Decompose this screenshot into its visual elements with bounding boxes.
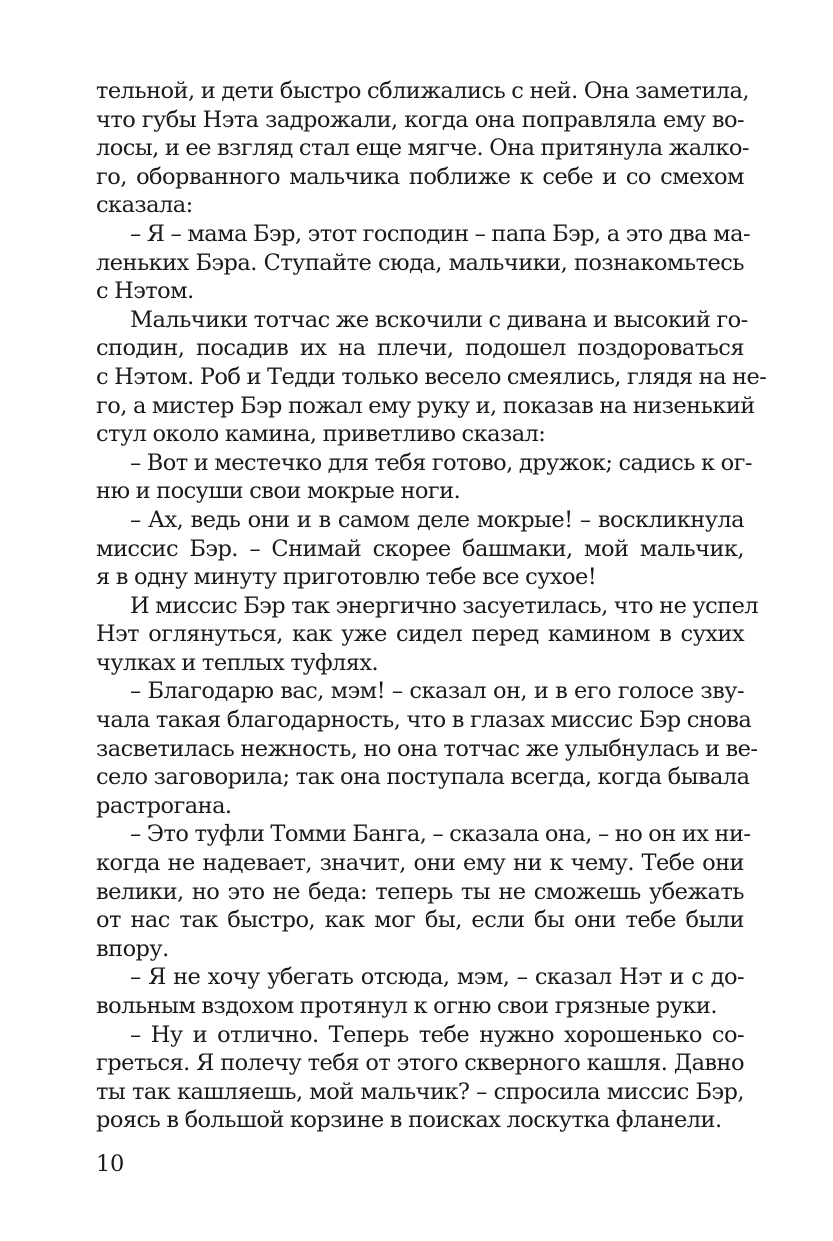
text-line: го, оборванного мальчика поближе к себе и со смехом	[96, 163, 744, 190]
text-line: от нас так быстро, как мог бы, если бы они тебе были	[96, 907, 744, 934]
text-line: – Я – мама Бэр, этот господин – папа Бэр, а это два ма-	[130, 220, 751, 247]
text-line: чала такая благодарность, что в глазах миссис Бэр снова	[96, 707, 752, 734]
text-line: впору.	[96, 935, 169, 962]
text-line: село заговорила; так она поступала всегда, когда бывала	[96, 764, 750, 791]
text-line: Нэт оглянуться, как уже сидел перед камином в сухих	[96, 621, 744, 648]
text-line: леньких Бэра. Ступайте сюда, мальчики, познакомьтесь	[96, 249, 744, 276]
text-line: – Я не хочу убегать отсюда, мэм, – сказал Нэт и с до-	[130, 964, 744, 991]
page-number: 10	[96, 1151, 125, 1177]
text-line: миссис Бэр. – Снимай скорее башмаки, мой мальчик,	[96, 535, 744, 562]
text-line: вольным вздохом протянул к огню свои грязные руки.	[96, 993, 717, 1019]
text-line: велики, но это не беда: теперь ты не сможешь убежать	[96, 878, 744, 905]
text-line: с Нэтом.	[96, 278, 194, 305]
text-line: что губы Нэта задрожали, когда она поправляла ему во-	[96, 106, 744, 133]
text-line: – Ну и отлично. Теперь тебе нужно хорошенько со-	[130, 1021, 744, 1048]
book-page-text	[96, 77, 767, 1135]
text-line: стул около камина, приветливо сказал:	[96, 421, 546, 448]
text-line: засветилась нежность, но она тотчас же улыбнулась и ве-	[96, 735, 758, 762]
text-line: роясь в большой корзине в поисках лоскутка фланели.	[96, 1107, 722, 1134]
text-line: когда не надевает, значит, они ему ни к чему. Тебе они	[96, 850, 744, 877]
text-line: я в одну минуту приготовлю тебе все сухое!	[96, 564, 597, 591]
text-line: – Ах, ведь они и в самом деле мокрые! – воскликнула	[130, 506, 744, 533]
text-line: тельной, и дети быстро сближались с ней. Она заметила,	[96, 78, 749, 104]
text-line: чулках и теплых туфлях.	[96, 649, 379, 676]
text-line: сказала:	[96, 192, 193, 219]
text-line: И миссис Бэр так энергично засуетилась, что не успел	[130, 592, 759, 619]
text-line: с Нэтом. Роб и Тедди только весело смеялись, глядя на не-	[96, 363, 767, 390]
text-line: ты так кашляешь, мой мальчик? – спросила миссис Бэр,	[96, 1078, 744, 1105]
text-line: го, а мистер Бэр пожал ему руку и, показав на низенький	[96, 392, 755, 419]
text-line: – Это туфли Томми Банга, – сказала она, – но он их ни-	[130, 821, 751, 848]
text-line: растрогана.	[96, 792, 232, 819]
text-line: ню и посуши свои мокрые ноги.	[96, 478, 461, 505]
text-line: – Вот и местечко для тебя готово, дружок; садись к ог-	[130, 449, 752, 476]
text-line: Мальчики тотчас же вскочили с дивана и высокий го-	[130, 306, 748, 333]
text-line: сподин, посадив их на плечи, подошел поздороваться	[96, 335, 744, 362]
text-line: греться. Я полечу тебя от этого скверного кашля. Давно	[96, 1050, 744, 1077]
text-line: лосы, и ее взгляд стал еще мягче. Она притянула жалко-	[96, 135, 749, 162]
text-line: – Благодарю вас, мэм! – сказал он, и в его голосе зву-	[130, 678, 744, 705]
